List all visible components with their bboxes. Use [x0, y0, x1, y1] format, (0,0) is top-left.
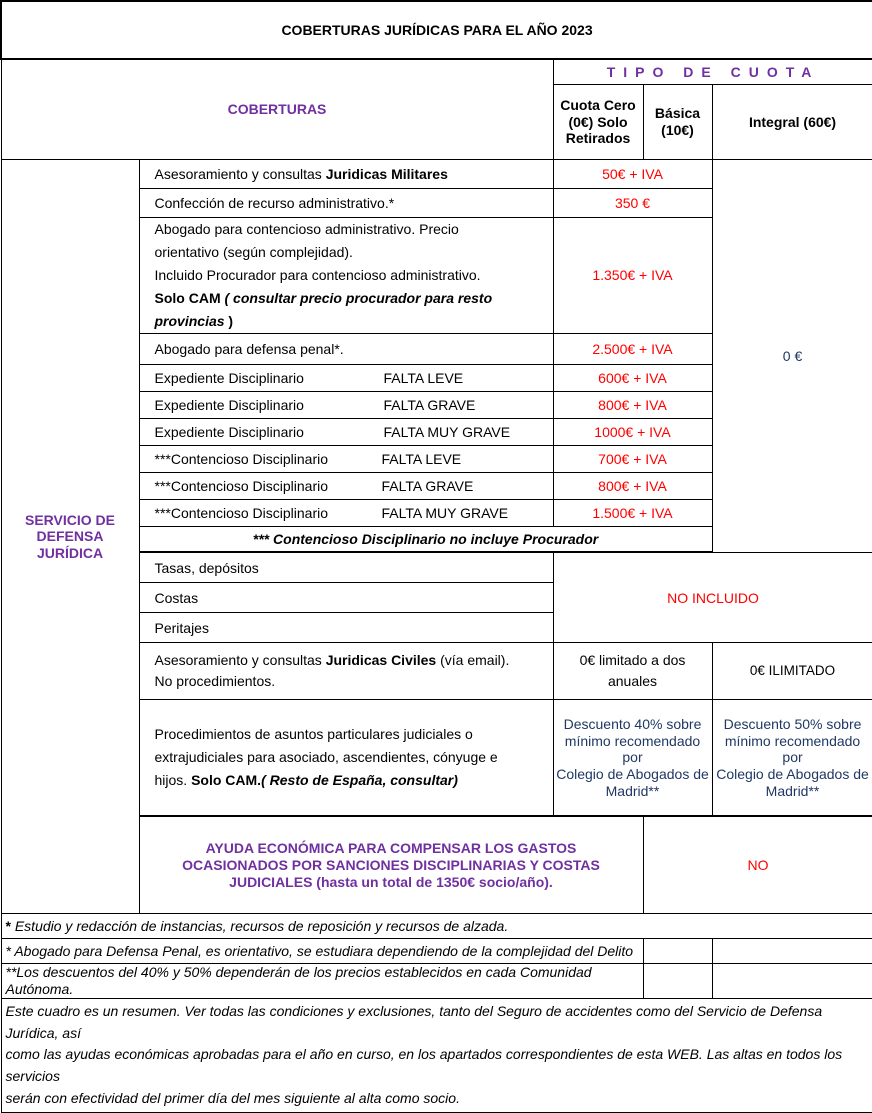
ayuda-line: OCASIONADOS POR SANCIONES DISCIPLINARIAS Y COSTAS	[140, 857, 643, 874]
col-cuota-cero-header	[553, 85, 643, 160]
price-disciplinario: 600€ + IVA	[553, 365, 712, 392]
integral-zero-value: 0 €	[712, 160, 872, 553]
row-contencioso-administrativo	[139, 218, 553, 334]
row-text-bold-italic: ( consultar precio procurador para resto provincias	[155, 290, 493, 329]
row-text-bold: )	[228, 313, 233, 329]
row-line: Incluido Procurador para contencioso administrativo.	[155, 264, 553, 287]
row-tasas: Tasas, depósitos	[139, 553, 553, 583]
civiles-cero-basica-value	[553, 643, 712, 700]
page-title: COBERTURAS JURÍDICAS PARA EL AÑO 2023	[1, 1, 872, 59]
row-consultas-militares	[139, 160, 553, 189]
footnote-blank-cell	[712, 939, 872, 964]
footnote-2: * Abogado para Defensa Penal, es orientativo, se estudiara dependiendo de la complejidad del Delito	[1, 939, 643, 964]
value-line: Colegio de Abogados de	[556, 766, 710, 783]
row-line: extrajudiciales para asociado, ascendientes, cónyuge e	[155, 746, 553, 769]
row-line: Procedimientos de asuntos particulares judiciales o	[155, 723, 553, 746]
disc-falta: FALTA LEVE	[382, 451, 462, 467]
summary-line: Este cuadro es un resumen. Ver todas las condiciones y exclusiones, tanto del Seguro de accidentes como del Servicio de Defensa Jurídica, así	[6, 1001, 872, 1044]
servicio-line: JURÍDICA	[2, 545, 139, 562]
summary-line: serán con efectividad del primer día del mes siguiente al alta como socio.	[6, 1088, 872, 1110]
particulares-cero-basica-value	[553, 700, 712, 816]
row-line: No procedimientos.	[155, 671, 553, 693]
col-basica-line: (10€)	[644, 122, 712, 139]
civiles-integral-value: 0€ ILIMITADO	[712, 643, 872, 700]
footnote-blank-cell	[643, 939, 712, 964]
value-line: anuales	[554, 671, 712, 693]
row-asuntos-particulares	[139, 700, 553, 816]
procurador-note	[139, 527, 712, 552]
servicio-defensa-label	[1, 160, 139, 914]
row-contencioso-disciplinario	[139, 446, 553, 473]
disc-label: Expediente Disciplinario	[155, 397, 384, 414]
value-line: Descuento 50% sobre	[715, 716, 871, 733]
price-contencioso-disciplinario: 700€ + IVA	[553, 446, 712, 473]
value-line: mínimo recomendado por	[715, 733, 871, 767]
row-contencioso-disciplinario	[139, 500, 553, 527]
row-line-solo-cam	[155, 287, 553, 333]
ayuda-line: JUDICIALES (hasta un total de 1350€ socio/año).	[140, 874, 643, 891]
row-costas: Costas	[139, 583, 553, 613]
value-line: Madrid**	[556, 783, 710, 800]
col-basica-line: Básica	[644, 105, 712, 122]
value-line: Descuento 40% sobre	[556, 716, 710, 733]
col-basica-header	[643, 85, 712, 160]
note-stars: ***	[253, 531, 269, 547]
footnote-summary	[1, 999, 872, 1112]
row-text: Asesoramiento y consultas	[155, 652, 326, 668]
row-text-bold-italic: ( Resto de España, consultar)	[261, 772, 458, 788]
ayuda-line: AYUDA ECONÓMICA PARA COMPENSAR LOS GASTOS	[140, 840, 643, 857]
row-disciplinario	[139, 419, 553, 446]
footnote-blank-cell	[712, 964, 872, 999]
row-line	[155, 650, 553, 672]
row-text-bold: Juridicas Civiles	[326, 652, 437, 668]
row-recurso-administrativo: Confección de recurso administrativo.*	[139, 189, 553, 218]
col-cero-line: (0€) Solo	[554, 114, 643, 131]
disc-falta: FALTA MUY GRAVE	[384, 424, 511, 440]
footnote-text: Estudio y redacción de instancias, recursos de reposición y recursos de alzada.	[11, 918, 508, 934]
row-contencioso-disciplinario	[139, 473, 553, 500]
particulares-integral-value	[712, 700, 872, 816]
price-contencioso-administrativo: 1.350€ + IVA	[553, 218, 712, 334]
disc-falta: FALTA GRAVE	[382, 478, 474, 494]
row-line: Abogado para contencioso administrativo. Precio	[155, 218, 553, 241]
row-text: Asesoramiento y consultas	[155, 166, 326, 182]
coberturas-header: COBERTURAS	[1, 59, 553, 160]
disc-falta: FALTA LEVE	[384, 370, 464, 386]
price-defensa-penal: 2.500€ + IVA	[553, 334, 712, 365]
disc-label: ***Contencioso Disciplinario	[155, 505, 382, 522]
value-line: mínimo recomendado por	[556, 733, 710, 767]
value-line: 0€ limitado a dos	[554, 650, 712, 672]
row-peritajes: Peritajes	[139, 613, 553, 643]
price-disciplinario: 1000€ + IVA	[553, 419, 712, 446]
price-consultas-militares: 50€ + IVA	[553, 160, 712, 189]
price-contencioso-disciplinario: 1.500€ + IVA	[553, 500, 712, 527]
row-text: hijos.	[155, 772, 192, 788]
row-disciplinario	[139, 365, 553, 392]
row-text-bold: Solo CAM	[155, 290, 221, 306]
disc-falta: FALTA MUY GRAVE	[382, 505, 509, 521]
price-contencioso-disciplinario: 800€ + IVA	[553, 473, 712, 500]
ayuda-cero-basica-value: NO	[643, 816, 872, 914]
servicio-line: SERVICIO DE	[2, 512, 139, 529]
disc-label: Expediente Disciplinario	[155, 424, 384, 441]
ayuda-economica-label	[139, 816, 643, 914]
row-text-bold: Juridicas Militares	[326, 166, 448, 182]
footnote-blank-cell	[643, 964, 712, 999]
row-text: (vía email).	[436, 652, 509, 668]
servicio-line: DEFENSA	[2, 528, 139, 545]
disc-label: ***Contencioso Disciplinario	[155, 451, 382, 468]
summary-line: como las ayudas económicas aprobadas para el año en curso, en los apartados correspondientes de esta WEB. Las altas en todos los servicios	[6, 1044, 872, 1087]
col-cero-line: Retirados	[554, 130, 643, 147]
row-disciplinario	[139, 392, 553, 419]
tipo-cuota-header: TIPO DE CUOTA	[553, 59, 872, 85]
row-line	[155, 769, 553, 792]
row-text-bold: Solo CAM.	[191, 772, 261, 788]
col-integral-header: Integral (60€)	[712, 85, 872, 160]
price-disciplinario: 800€ + IVA	[553, 392, 712, 419]
note-text: Contencioso Disciplinario no incluye Procurador	[273, 531, 598, 547]
disc-label: ***Contencioso Disciplinario	[155, 478, 382, 495]
row-line: orientativo (según complejidad).	[155, 241, 553, 264]
disc-label: Expediente Disciplinario	[155, 370, 384, 387]
footnote-3: **Los descuentos del 40% y 50% dependerán de los precios establecidos en cada Comunidad Autónoma.	[1, 964, 643, 999]
col-cero-line: Cuota Cero	[554, 97, 643, 114]
price-recurso-administrativo: 350 €	[553, 189, 712, 218]
row-defensa-penal: Abogado para defensa penal*.	[139, 334, 553, 365]
no-incluido-value: NO INCLUIDO	[553, 553, 872, 643]
row-consultas-civiles	[139, 643, 553, 700]
value-line: Colegio de Abogados de	[715, 766, 871, 783]
value-line: Madrid**	[715, 783, 871, 800]
disc-falta: FALTA GRAVE	[384, 397, 476, 413]
footnote-star: *	[6, 918, 11, 934]
footnote-1	[1, 914, 872, 939]
